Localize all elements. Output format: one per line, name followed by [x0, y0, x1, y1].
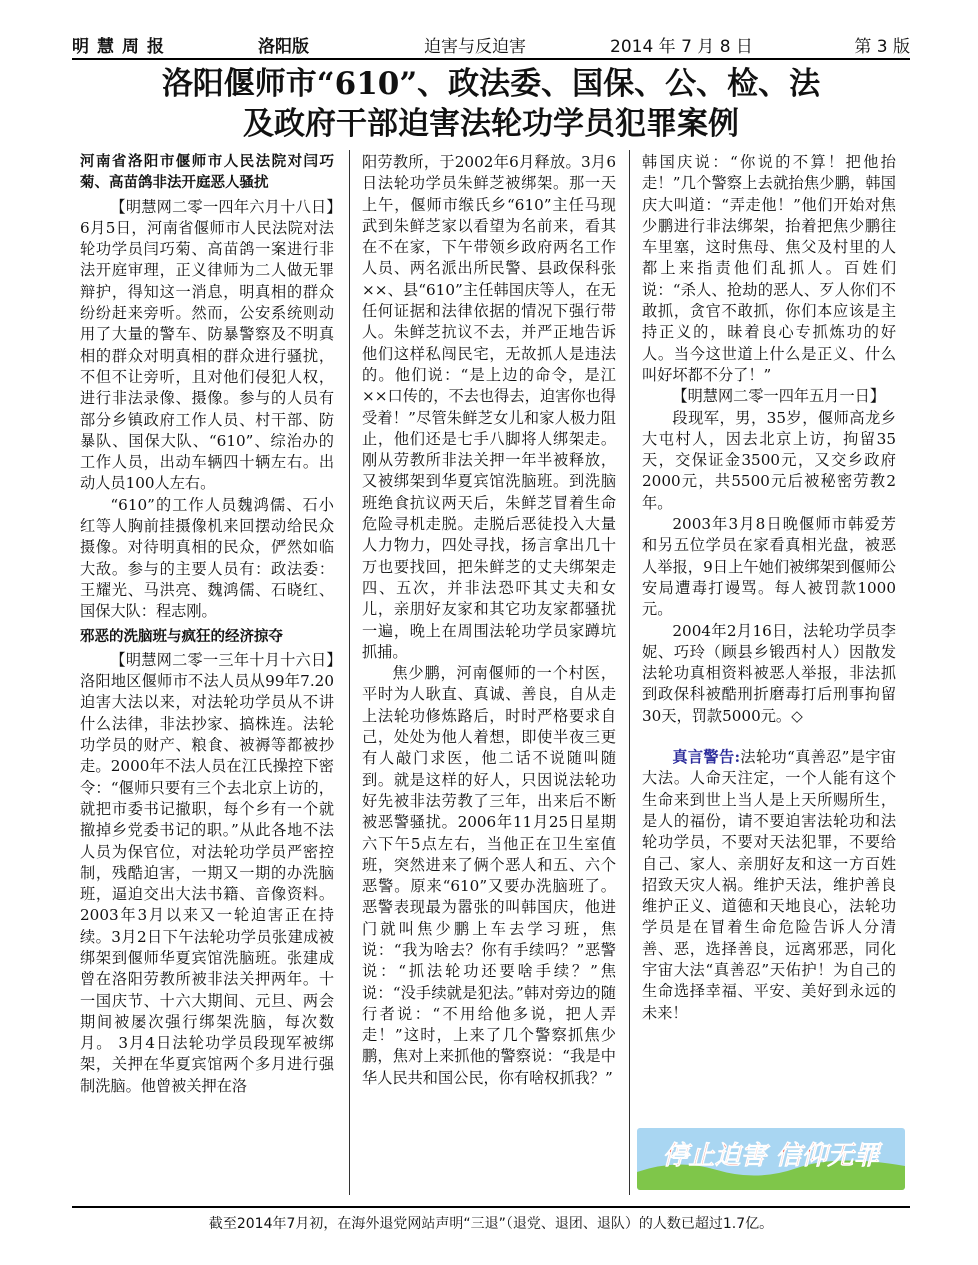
article-subheading: 邪恶的洗脑班与疯狂的经济掠夺 [80, 628, 283, 645]
article-paragraph: 2004年2月16日，法轮功学员李妮、巧玲（顾县乡锻西村人）因散发法轮功真相资料被恶人举报，非法抓到政保科被酷刑折磨毒打后刑事拘留30天，罚款5000元。◇ [642, 621, 896, 725]
headline-line-1: 洛阳偃师市“610”、政法委、国保、公、检、法 [161, 66, 821, 102]
section-label: 迫害与反迫害 [424, 37, 526, 57]
column-divider [629, 150, 630, 1195]
page-number: 第 3 版 [854, 37, 910, 57]
article-paragraph: 韩国庆说：“你说的不算！把他抬走！”几个警察上去就抬焦少鹏，韩国庆大叫道：“弄走他！”他们开始对焦少鹏进行非法绑架，抬着把焦少鹏往车里塞，这时焦母、焦父及村里的人都上来指责他们乱抓人。百姓们说：“杀人、抢劫的恶人、歹人你们不敢抓，贪官不敢抓，你们本应该是主持正义的，昧着良心专抓炼功的好人。当今这世道上什么是正义、什么叫好坏都不分了！” [642, 153, 896, 384]
warning-text: 法轮功“真善忍”是宇宙大法。人命天注定，一个人能有这个生命来到世上当人是上天所赐所生，是人的福份，请不要迫害法轮功和法轮功学员，不要对天法犯罪，不要给自己、家人、亲朋好友和这一方百姓招致天灾人祸。维护天法，维护善良维护正义、道德和天地良心，法轮功学员是在冒着生命危险告诉人分清善、恶，选择善良，远离邪恶，同化宇宙大法“真善忍”天佑护！为自己的生命选择幸福、平安、美好到永远的未来！ [642, 748, 896, 1022]
article-paragraph: “610”的工作人员魏鸿儒、石小红等人胸前挂摄像机来回摆动给民众摄像。对待明真相的民众，俨然如临大敌。参与的主要人员有：政法委：王耀光、马洪亮、魏鸿儒、石晓红、国保大队：程志刚。 [80, 495, 334, 621]
article-paragraph: 阳劳教所，于2002年6月释放。3月6日法轮功学员朱鲜芝被绑架。那一天上午，偃师市缑氏乡“610”主任马现武到朱鲜芝家以看望为名前来，看其在不在家，下午带领乡政府两名工作人员、两名派出所民警、县政保科张××、县“610”主任韩国庆等人，在无任何证据和法律依据的情况下强行带人。朱鲜芝抗议不去，并严正地告诉他们这样私闯民宅，无故抓人是违法的。他们说：“是上边的命令，是江××口传的，不去也得去，迫害你也得受着！”尽管朱鲜芝女儿和家人极力阻止，他们还是七手八脚将人绑架走。刚从劳教所非法关押一年半被释放，又被绑架到华夏宾馆洗脑班。到洗脑班绝食抗议两天后，朱鲜芝冒着生命危险寻机走脱。走脱后恶徒投入大量人力物力，四处寻找，扬言拿出几十万也要找回，把朱鲜芝的丈夫绑架走四、五次，并非法恐吓其丈夫和女儿，亲朋好友家和其它功友家都骚扰一遍，晚上在周围法轮功学员家蹲坑抓捕。 [362, 153, 616, 661]
footer-rule [72, 1206, 910, 1208]
footer-note: 截至2014年7月初，在海外退党网站声明“三退”（退党、退团、退队）的人数已超过1.7亿。 [208, 1216, 774, 1232]
article-subheading: 河南省洛阳市偃师市人民法院对闫巧菊、高苗鸽非法开庭恶人骚扰 [80, 154, 334, 192]
banner-art [637, 1128, 905, 1190]
banner-image [637, 1128, 905, 1190]
article-column-2 [362, 152, 616, 1192]
issue-date: 2014 年 7 月 8 日 [610, 37, 753, 57]
article-column-1 [80, 152, 334, 1192]
article-paragraph: 【明慧网二零一三年十月十六日】洛阳地区偃师市不法人员从99年7.20迫害大法以来，对法轮功学员从不讲什么法律，非法抄家、搞株连。法轮功学员的财产、粮食、被褥等都被抄走。2000年不法人员在江氏操控下密令：“偃师只要有三个去北京上访的，就把市委书记撤职，每个乡有一个就撤掉乡党委书记的职。”从此各地不法人员为保官位，对法轮功学员严密控制，残酷迫害，一期又一期的办洗脑班，逼迫交出大法书籍、音像资料。2003年3月以来又一轮迫害正在持续。3月2日下午法轮功学员张建成被绑架到偃师华夏宾馆洗脑班。张建成曾在洛阳劳教所被非法关押两年。十一国庆节、十六大期间、元旦、两会期间被屡次强行绑架洗脑，每次数月。 3月4日法轮功学员段现军被绑架，关押在华夏宾馆两个多月进行强制洗脑。他曾被关押在洛 [80, 650, 334, 1095]
article-paragraph: 段现军，男，35岁，偃师高龙乡大屯村人，因去北京上访，拘留35天，交保证金3500元，又交乡政府2000元，共5500元后被秘密劳教2年。 [642, 408, 896, 512]
article-paragraph: 2003年3月8日晚偃师市韩爱芳和另五位学员在家看真相光盘，被恶人举报，9日上午她们被绑架到偃师公安局遭毒打谩骂。每人被罚款1000元。 [642, 515, 896, 619]
headline-line-2: 及政府干部迫害法轮功学员犯罪案例 [243, 106, 739, 142]
article-paragraph: 【明慧网二零一四年六月十八日】6月5日，河南省偃师市人民法院对法轮功学员闫巧菊、高苗鸽一案进行非法开庭审理，正义律师为二人做无罪辩护，得知这一消息，明真相的群众纷纷赶来旁听。然而，公安系统则动用了大量的警车、防暴警察及不明真相的群众对明真相的群众进行骚扰，不但不让旁听，且对他们侵犯人权，进行非法录像、摄像。参与的人员有部分乡镇政府工作人员、村干部、防暴队、国保大队、“610”、综治办的工作人员，出动车辆四十辆左右。出动人员100人左右。 [80, 197, 334, 493]
column-divider [349, 150, 350, 1195]
paper-name: 明慧周报 [72, 37, 172, 57]
edition-label: 洛阳版 [258, 37, 309, 57]
masthead [72, 28, 910, 60]
banner-text: 停止迫害 信仰无罪 [662, 1141, 880, 1171]
article-column-3 [642, 152, 896, 1192]
warning-label: 真言警告: [672, 748, 741, 767]
article-paragraph: 焦少鹏，河南偃师的一个村医，平时为人耿直、真诚、善良，自从走上法轮功修炼路后，时时严格要求自己，处处为他人着想，即使半夜三更有人敲门求医，他二话不说随叫随到。就是这样的好人，只因说法轮功好先被非法劳教了三年，出来后不断被恶警骚扰。2006年11月25日星期六下午5点左右，当他正在卫生室值班，突然进来了俩个恶人和五、六个恶警。原来“610”又要办洗脑班了。恶警表现最为嚣张的叫韩国庆，他进门就叫焦少鹏上车去学习班，焦说：“我为啥去？你有手续吗？”恶警说：“抓法轮功还要啥手续？”焦说：“没手续就是犯法。”韩对旁边的随行者说：“不用给他多说，把人弄走！”这时，上来了几个警察抓焦少鹏，焦对上来抓他的警察说：“我是中华人民共和国公民，你有啥权抓我？” [362, 664, 616, 1087]
headline [72, 64, 910, 144]
warning-paragraph [642, 747, 896, 1024]
article-dateline: 【明慧网二零一四年五月一日】 [672, 387, 886, 406]
